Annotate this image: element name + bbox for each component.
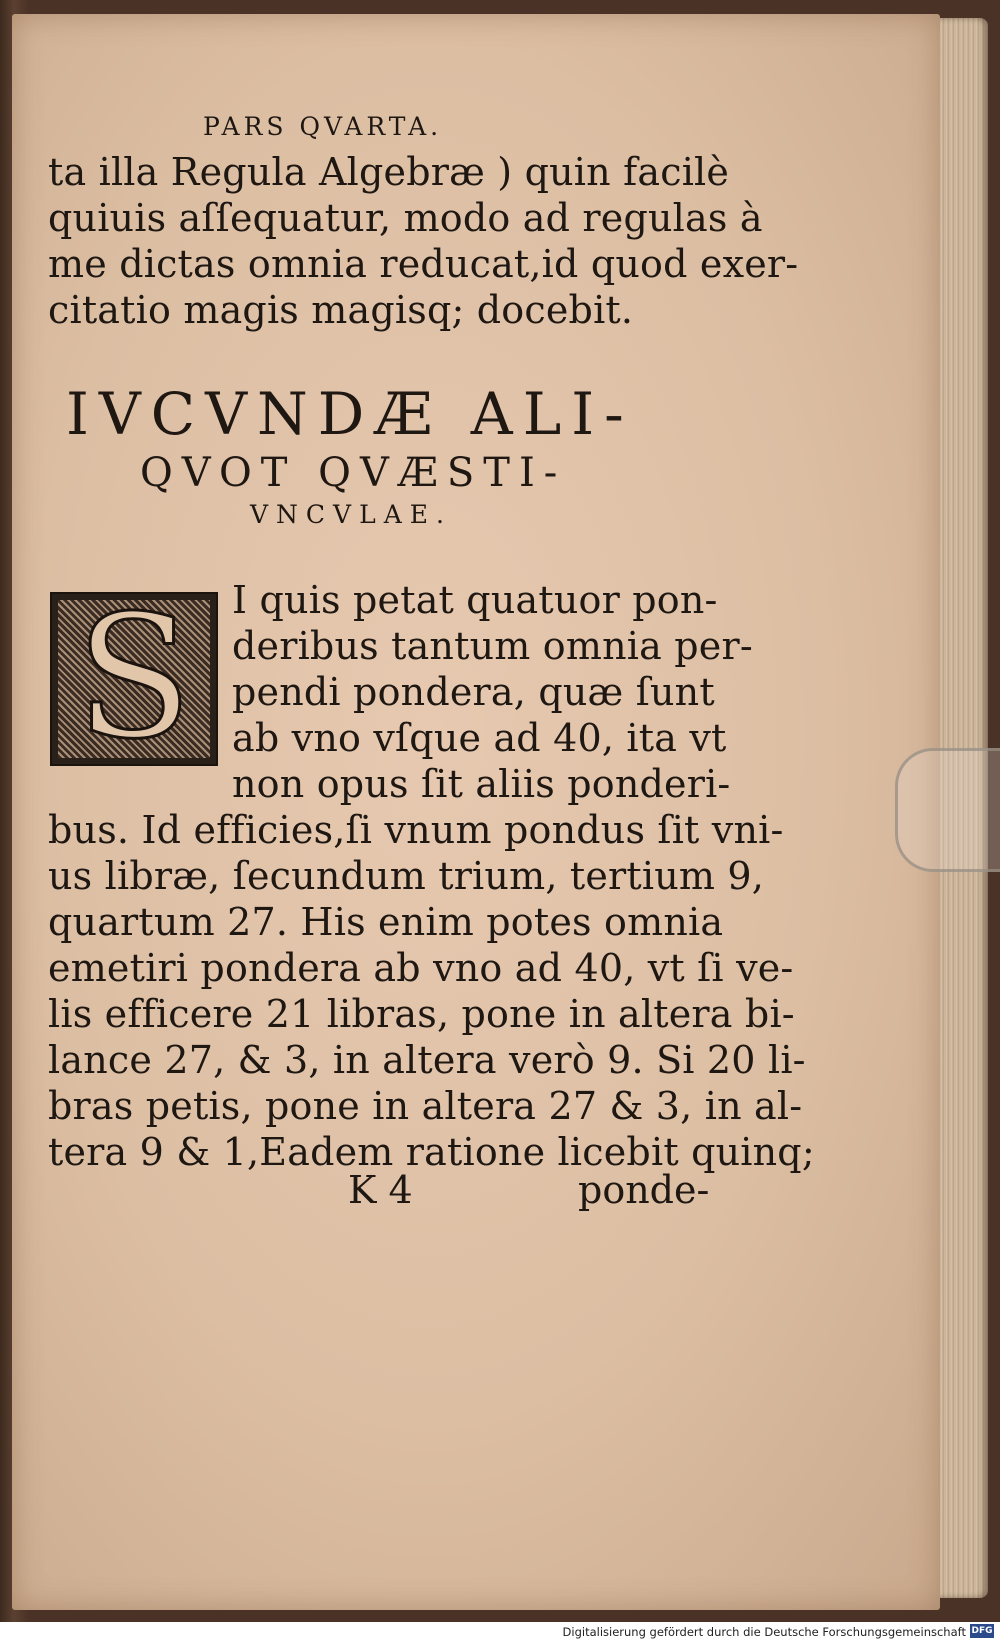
body-line: bras petis, pone in altera 27 & 3, in al- [48, 1084, 803, 1128]
signature-mark: K 4 [348, 1168, 413, 1212]
body-line: tera 9 & 1,Eadem ratione licebit quinq; [48, 1130, 815, 1174]
body-line: emetiri pondera ab vno ad 40, vt ſi ve- [48, 946, 794, 990]
intro-line: ta illa Regula Algebræ ) quin facilè [48, 150, 730, 194]
body-line: I quis petat quatuor pon- [232, 578, 718, 622]
body-line: quartum 27. His enim potes omnia [48, 900, 724, 944]
catchword: ponde- [578, 1168, 710, 1212]
body-line: lis efficere 21 libras, pone in altera bi- [48, 992, 795, 1036]
body-line: non opus ſit aliis ponderi- [232, 762, 731, 806]
decorated-initial [50, 579, 218, 777]
body-line: us libræ, ſecundum trium, tertium 9, [48, 854, 765, 898]
body-line: bus. Id efficies,ſi vnum pondus ſit vni- [48, 808, 784, 852]
section-heading-line-3: VNCVLAE. [250, 500, 452, 529]
intro-line: quiuis aſſequatur, modo ad regulas à [48, 196, 763, 240]
body-line: deribus tantum omnia per- [232, 624, 753, 668]
dfg-logo-icon: DFG [971, 1626, 993, 1636]
intro-line: citatio magis magisq; docebit. [48, 288, 634, 332]
section-heading-line-2: QVOT QVÆSTI- [140, 450, 567, 496]
running-head: PARS QVARTA. [203, 112, 443, 141]
initial-letter: S [75, 579, 193, 777]
body-line: ab vno vſque ad 40, ita vt [232, 716, 727, 760]
body-line: lance 27, & 3, in altera verò 9. Si 20 li- [48, 1038, 806, 1082]
footer-credit: Digitalisierung gefördert durch die Deutsche Forschungsgemeinschaft [562, 1625, 966, 1639]
page-clip [895, 748, 1000, 872]
intro-line: me dictas omnia reducat,id quod exer- [48, 242, 799, 286]
body-line: pendi pondera, quæ ſunt [232, 670, 715, 714]
section-heading-line-1: IVCVNDÆ ALI- [66, 380, 634, 448]
